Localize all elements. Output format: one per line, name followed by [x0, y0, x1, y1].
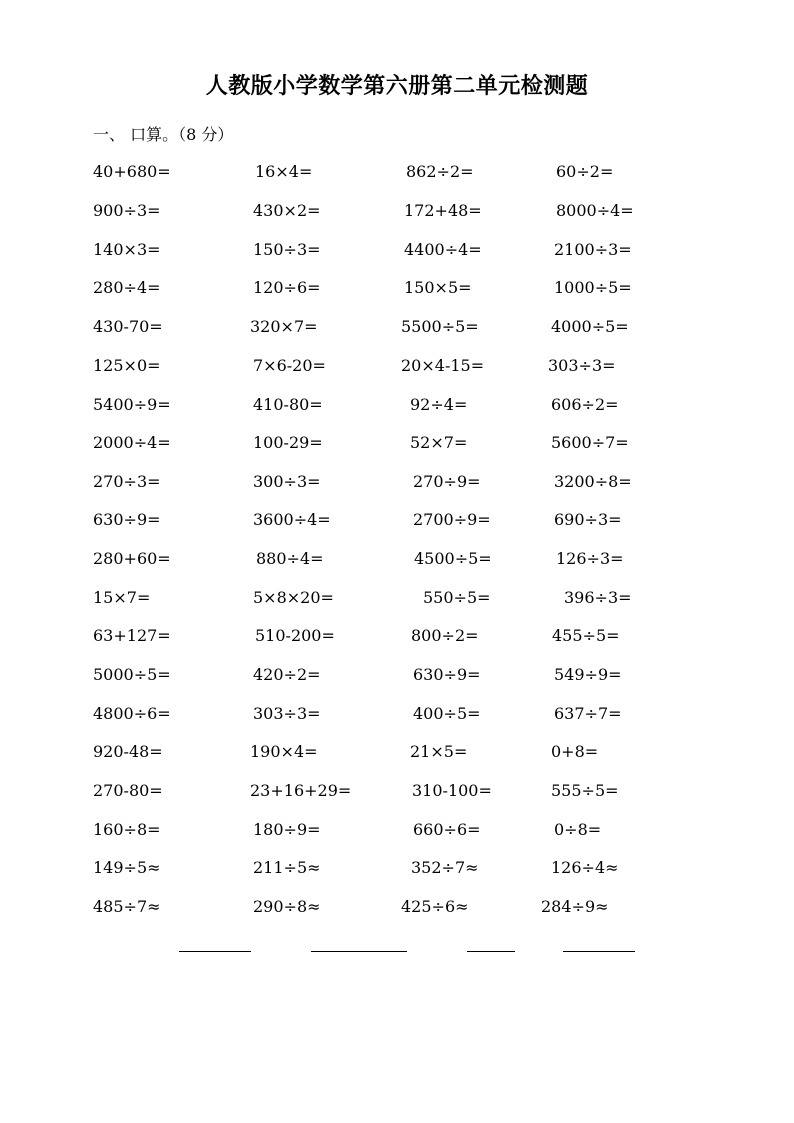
- problem-item: 150÷3=: [253, 240, 321, 259]
- problem-item: 5400÷9=: [93, 395, 171, 414]
- problem-item: 150×5=: [404, 278, 472, 297]
- problem-item: 92÷4=: [410, 395, 468, 414]
- problem-item: 52×7=: [410, 433, 468, 452]
- problem-item: 5600÷7=: [551, 433, 629, 452]
- problem-item: 0÷8=: [554, 820, 602, 839]
- problem-item: 4500÷5=: [414, 549, 492, 568]
- problem-item: 172+48=: [404, 201, 482, 220]
- problem-item: 290÷8≈: [253, 897, 321, 916]
- problem-item: 211÷5≈: [253, 858, 321, 877]
- problem-item: 455÷5=: [552, 626, 620, 645]
- problem-item: 310-100=: [412, 781, 492, 800]
- problem-item: 280÷4=: [93, 278, 161, 297]
- section-heading: 一、 口算。（8 分）: [93, 125, 234, 144]
- answer-line: [467, 951, 515, 952]
- problem-item: 3600÷4=: [253, 510, 331, 529]
- problem-item: 303÷3=: [548, 356, 616, 375]
- problem-item: 400÷5=: [413, 704, 481, 723]
- problem-item: 637÷7=: [554, 704, 622, 723]
- problem-item: 284÷9≈: [541, 897, 609, 916]
- problem-item: 550÷5=: [423, 588, 491, 607]
- problem-item: 149÷5≈: [93, 858, 161, 877]
- problem-item: 485÷7≈: [93, 897, 161, 916]
- problem-item: 60÷2=: [556, 162, 614, 181]
- problem-item: 180÷9=: [253, 820, 321, 839]
- problem-item: 5500÷5=: [401, 317, 479, 336]
- problem-item: 0+8=: [551, 742, 599, 761]
- problem-item: 320×7=: [250, 317, 318, 336]
- problem-item: 4400÷4=: [404, 240, 482, 259]
- problem-item: 126÷3=: [556, 549, 624, 568]
- problem-item: 270÷3=: [93, 472, 161, 491]
- problem-item: 800÷2=: [411, 626, 479, 645]
- problem-item: 430×2=: [253, 201, 321, 220]
- problem-item: 40+680=: [93, 162, 171, 181]
- problem-item: 2100÷3=: [554, 240, 632, 259]
- problem-item: 420÷2=: [253, 665, 321, 684]
- problem-item: 880÷4=: [256, 549, 324, 568]
- page-title: 人教版小学数学第六册第二单元检测题: [205, 73, 589, 99]
- answer-line: [179, 951, 251, 952]
- problem-item: 15×7=: [93, 588, 151, 607]
- problem-item: 510-200=: [255, 626, 335, 645]
- problem-item: 5×8×20=: [253, 588, 334, 607]
- problem-item: 630÷9=: [413, 665, 481, 684]
- problem-item: 4000÷5=: [551, 317, 629, 336]
- problem-item: 63+127=: [93, 626, 171, 645]
- problem-item: 140×3=: [93, 240, 161, 259]
- problem-item: 21×5=: [410, 742, 468, 761]
- problem-item: 100-29=: [253, 433, 323, 452]
- problem-item: 555÷5=: [551, 781, 619, 800]
- problem-item: 690÷3=: [554, 510, 622, 529]
- problem-item: 8000÷4=: [556, 201, 634, 220]
- problem-item: 16×4=: [255, 162, 313, 181]
- problem-item: 425÷6≈: [401, 897, 469, 916]
- problem-item: 430-70=: [93, 317, 163, 336]
- problem-item: 125×0=: [93, 356, 161, 375]
- answer-line: [563, 951, 635, 952]
- problem-item: 190×4=: [250, 742, 318, 761]
- problem-item: 606÷2=: [551, 395, 619, 414]
- problem-item: 862÷2=: [406, 162, 474, 181]
- problem-item: 920-48=: [93, 742, 163, 761]
- answer-line: [311, 951, 407, 952]
- problem-item: 2000÷4=: [93, 433, 171, 452]
- problem-item: 2700÷9=: [413, 510, 491, 529]
- problem-item: 352÷7≈: [411, 858, 479, 877]
- problem-item: 160÷8=: [93, 820, 161, 839]
- problem-item: 4800÷6=: [93, 704, 171, 723]
- problem-item: 410-80=: [253, 395, 323, 414]
- problem-item: 270÷9=: [413, 472, 481, 491]
- problem-item: 900÷3=: [93, 201, 161, 220]
- problem-item: 630÷9=: [93, 510, 161, 529]
- problem-item: 549÷9=: [554, 665, 622, 684]
- problem-item: 396÷3=: [564, 588, 632, 607]
- problem-item: 280+60=: [93, 549, 171, 568]
- problem-item: 270-80=: [93, 781, 163, 800]
- problem-item: 5000÷5=: [93, 665, 171, 684]
- problem-item: 23+16+29=: [250, 781, 352, 800]
- problem-item: 126÷4≈: [551, 858, 619, 877]
- problem-item: 300÷3=: [253, 472, 321, 491]
- problem-item: 120÷6=: [253, 278, 321, 297]
- problem-item: 1000÷5=: [554, 278, 632, 297]
- problem-item: 7×6-20=: [253, 356, 326, 375]
- problem-item: 303÷3=: [253, 704, 321, 723]
- problem-item: 3200÷8=: [554, 472, 632, 491]
- problem-item: 660÷6=: [413, 820, 481, 839]
- problem-item: 20×4-15=: [401, 356, 485, 375]
